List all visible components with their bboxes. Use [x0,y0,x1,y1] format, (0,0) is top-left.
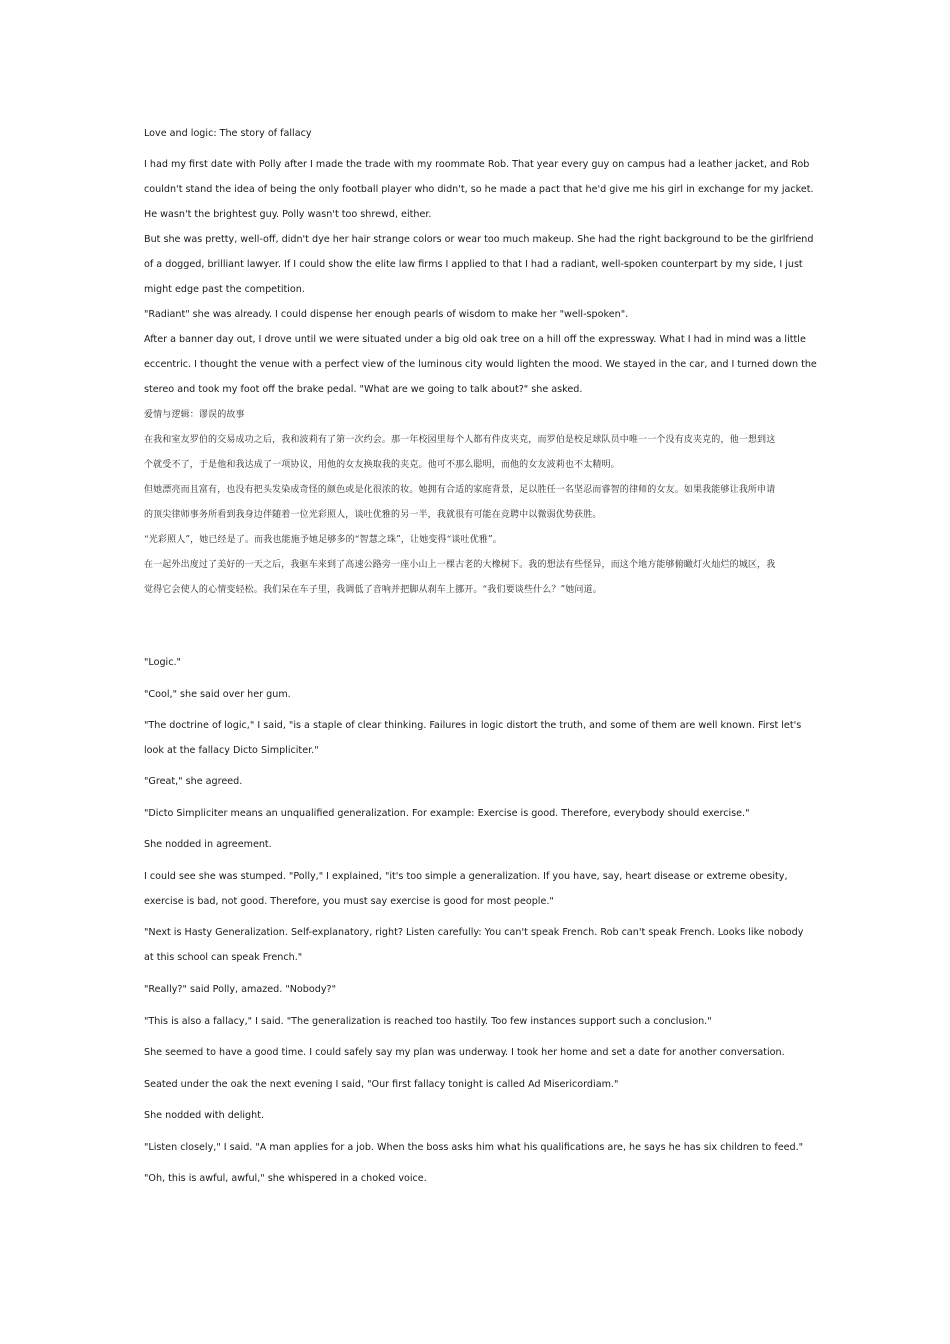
text-line: "This is also a fallacy," I said. "The generalization is reached too hastily. Too few instances support such a conclusion." [144,1016,712,1027]
text-line: She seemed to have a good time. I could safely say my plan was underway. I took her home and set a date for another conversation. [144,1047,785,1058]
text-line: of a dogged, brilliant lawyer. If I could show the elite law firms I applied to that I had a radiant, well-spoken counterpart by my side, I just [144,259,803,270]
text-line: "Listen closely," I said. "A man applies for a job. When the boss asks him what his qualifications are, he says he has six children to feed." [144,1142,804,1153]
text-line: "Oh, this is awful, awful," she whispered in a choked voice. [144,1173,427,1184]
text-line: "Really?" said Polly, amazed. "Nobody?" [144,984,337,995]
chinese-text-line: 个就受不了，于是他和我达成了一项协议，用他的女友换取我的夹克。他可不那么聪明，而他的女友波莉也不太精明。 [144,460,620,470]
text-line: She nodded in agreement. [144,839,272,850]
text-line: "Logic." [144,657,181,668]
text-line: But she was pretty, well-off, didn't dye her hair strange colors or wear too much makeup. She had the right background to be the girlfriend [144,234,814,245]
text-line: She nodded with delight. [144,1110,265,1121]
text-line: "Next is Hasty Generalization. Self-explanatory, right? Listen carefully: You can't speak French. Rob can't speak French. Looks like nobody [144,927,804,938]
text-line: He wasn't the brightest guy. Polly wasn't too shrewd, either. [144,209,432,220]
text-line: "Cool," she said over her gum. [144,689,291,700]
text-line: "The doctrine of logic," I said, "is a staple of clear thinking. Failures in logic distort the truth, and some of them are well known. First let's [144,720,802,731]
text-line: "Dicto Simpliciter means an unqualified generalization. For example: Exercise is good. Therefore, everybody should exercise." [144,808,750,819]
text-line: at this school can speak French." [144,952,303,963]
chinese-text-line: 在我和室友罗伯的交易成功之后，我和波莉有了第一次约会。那一年校园里每个人都有件皮夹克，而罗伯是校足球队员中唯一一个没有皮夹克的，他一想到这 [144,435,776,445]
text-line: stereo and took my foot off the brake pedal. "What are we going to talk about?" she asked. [144,384,583,395]
text-line: eccentric. I thought the venue with a perfect view of the luminous city would lighten the mood. We stayed in the car, and I turned down the [144,359,817,370]
text-line: look at the fallacy Dicto Simpliciter." [144,745,319,756]
text-line: "Great," she agreed. [144,776,243,787]
chinese-text-line: “光彩照人”，她已经是了。而我也能施予她足够多的“智慧之珠”，让她变得“谈吐优雅”。 [144,535,502,545]
document-title: Love and logic: The story of fallacy [144,128,312,139]
text-line: I could see she was stumped. "Polly," I explained, "it's too simple a generalization. If you have, say, heart disease or extreme obesity, [144,871,788,882]
chinese-text-line: 的顶尖律师事务所看到我身边伴随着一位光彩照人，谈吐优雅的另一半，我就很有可能在竞聘中以微弱优势获胜。 [144,510,602,520]
text-line: Seated under the oak the next evening I said, "Our first fallacy tonight is called Ad Misericordiam." [144,1079,619,1090]
chinese-text-line: 觉得它会使人的心情变轻松。我们呆在车子里，我调低了音响并把脚从刹车上挪开。“我们要谈些什么？”她问道。 [144,585,602,595]
text-line: I had my first date with Polly after I made the trade with my roommate Rob. That year every guy on campus had a leather jacket, and Rob [144,159,810,170]
chinese-text-line: 但她漂亮而且富有，也没有把头发染成奇怪的颜色或是化很浓的妆。她拥有合适的家庭背景，足以胜任一名坚忍而睿智的律师的女友。如果我能够让我所申请 [144,485,776,495]
text-line: After a banner day out, I drove until we were situated under a big old oak tree on a hill off the expressway. What I had in mind was a little [144,334,806,345]
text-line: might edge past the competition. [144,284,305,295]
text-line: "Radiant" she was already. I could dispense her enough pearls of wisdom to make her "well-spoken". [144,309,629,320]
text-line: exercise is bad, not good. Therefore, you must say exercise is good for most people." [144,896,554,907]
text-line: couldn't stand the idea of being the only football player who didn't, so he made a pact that he'd give me his girl in exchange for my jacket. [144,184,814,195]
chinese-title: 爱情与逻辑：谬误的故事 [144,410,245,420]
chinese-text-line: 在一起外出度过了美好的一天之后，我驱车来到了高速公路旁一座小山上一棵古老的大橡树下。我的想法有些怪异，而这个地方能够俯瞰灯火灿烂的城区，我 [144,560,776,570]
